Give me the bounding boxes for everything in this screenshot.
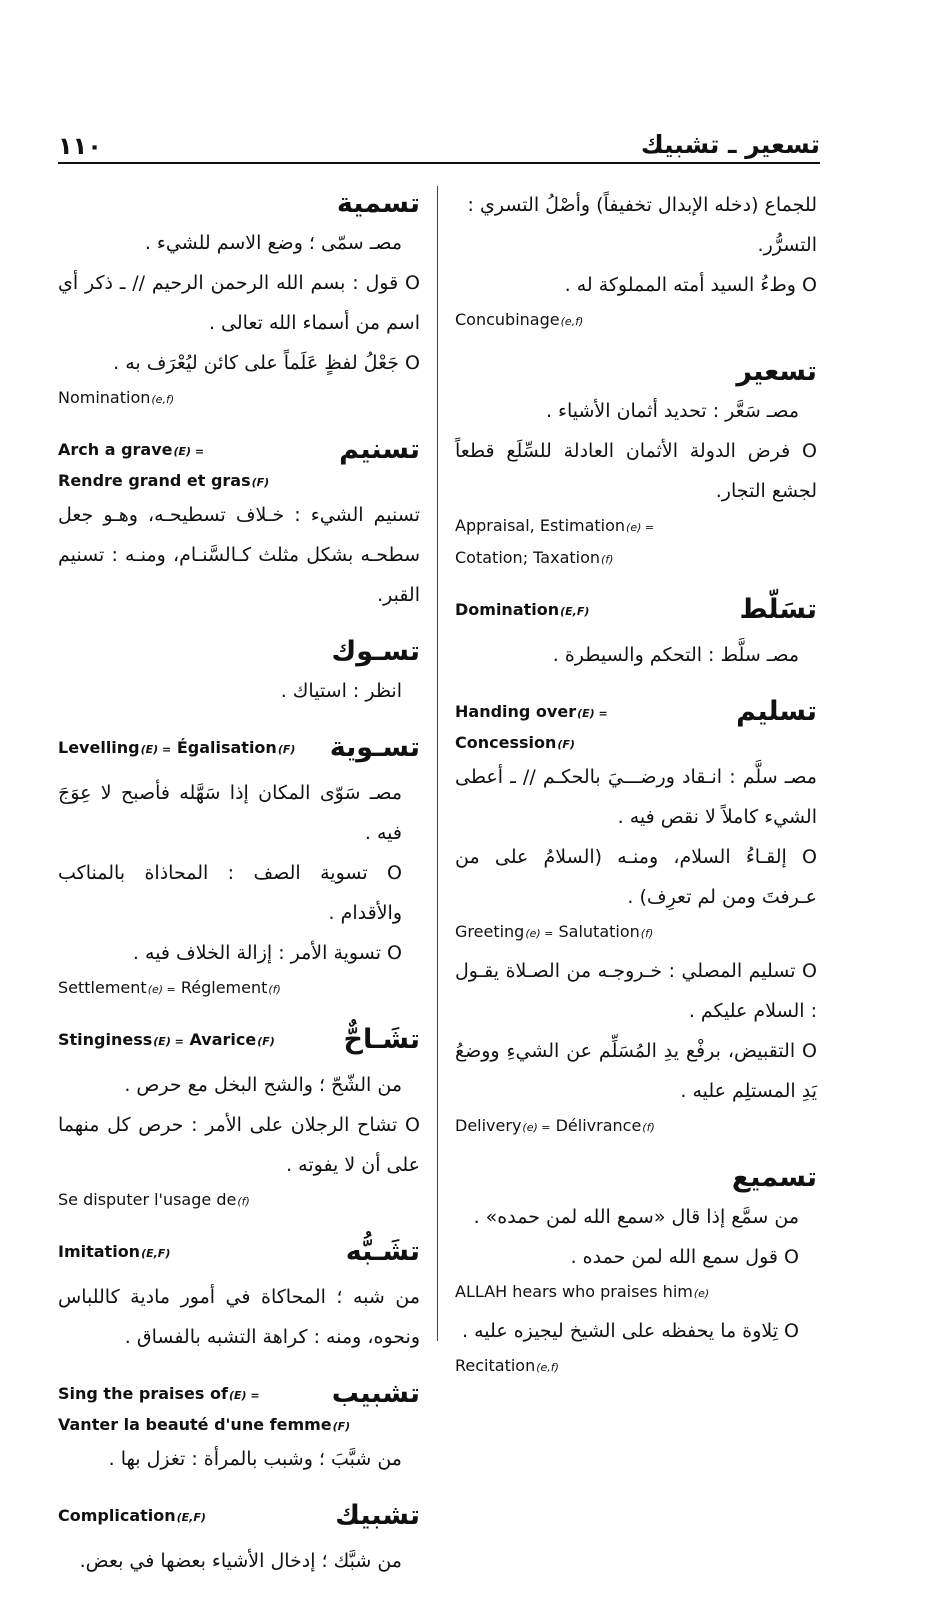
- english-gloss: Complication(E,F): [58, 1506, 206, 1525]
- definition: من شبه ؛ المحاكاة في أمور مادية كاللباس ونحوه، ومنه : كراهة التشبه بالفساق .: [58, 1286, 420, 1348]
- entry-tasnim: [58, 431, 420, 615]
- headword: تسـوية: [329, 732, 420, 763]
- english-gloss: Imitation(E,F): [58, 1242, 171, 1261]
- definition: من الشّحّ ؛ والشح البخل مع حرص .: [124, 1074, 402, 1096]
- english-gloss: Arch a grave(E) = Rendre grand et gras(F): [58, 440, 270, 490]
- page-number: ١١٠: [58, 132, 102, 160]
- carry-over-bullet: O وطءُ السيد أمته المملوكة له .: [564, 274, 817, 296]
- headword: تسليم: [736, 696, 817, 727]
- headword: تشَـاحٌّ: [343, 1024, 420, 1055]
- entry-tasmi: [455, 1159, 817, 1381]
- bullet-sense: O قول : بسم الله الرحمن الرحيم // ـ ذكر أي اسم من أسماء الله تعالى .: [58, 272, 420, 334]
- bullet-sense: O تسوية الصف : المحاذاة بالمناكب والأقدام .: [58, 862, 402, 924]
- definition: مصـ سمّى ؛ وضع الاسم للشيء .: [144, 232, 402, 254]
- english-gloss: Greeting(e) = Salutation(f): [455, 922, 654, 941]
- running-head: تسعير ـ تشبيك: [640, 130, 820, 159]
- headword: تسَلّط: [739, 594, 817, 625]
- entry-tasallut: [455, 591, 817, 675]
- english-gloss: Cotation; Taxation(f): [455, 548, 614, 567]
- definition: مصـ سَعَّر : تحديد أثمان الأشياء .: [545, 400, 799, 422]
- entry-tashabbuh: [58, 1233, 420, 1357]
- english-gloss: Delivery(e) = Délivrance(f): [455, 1116, 655, 1135]
- definition: انظر : استياك .: [280, 680, 402, 702]
- left-column: [58, 185, 420, 1599]
- headword: تشبيب: [331, 1378, 420, 1409]
- definition: مصـ سَوّى المكان إذا سَهَّله فأصبح لا عِوَجَ فيه .: [58, 782, 402, 844]
- entry-carry-over: [455, 185, 817, 335]
- headword: تسنيم: [339, 434, 420, 465]
- carry-over-line-1: للجماع (دخله الإبدال تخفيفاً) وأصْلُ التسري :: [467, 194, 817, 216]
- english-gloss: Levelling(E) = Égalisation(F): [58, 738, 296, 757]
- headword: تسمية: [336, 188, 420, 219]
- english-gloss: Se disputer l'usage de(f): [58, 1190, 250, 1209]
- bullet-sense: O تسليم المصلي : خـروجـه من الصـلاة يقـول : السلام عليكم .: [455, 960, 817, 1022]
- entry-tashahh: [58, 1021, 420, 1215]
- english-gloss: Domination(E,F): [455, 600, 590, 619]
- column-divider: [437, 186, 438, 1341]
- headword: تسـوك: [331, 636, 420, 667]
- bullet-sense: O إلقـاءُ السلام، ومنـه (السلامُ على من عـرفتَ ومن لم تعرِف) .: [455, 846, 817, 908]
- bullet-sense: O تشاح الرجلان على الأمر : حرص كل منهما على أن لا يفوته .: [58, 1114, 420, 1176]
- entry-tasir: [455, 353, 817, 573]
- english-gloss: Settlement(e) = Réglement(f): [58, 978, 281, 997]
- bullet-sense: O قول سمع الله لمن حمده .: [570, 1246, 799, 1268]
- headword: تسعير: [736, 356, 817, 387]
- entry-taswiya: [58, 729, 420, 1003]
- bullet-sense: O التقبيض، برفْع يدِ المُسَلِّم عن الشيءِ ووضعُ يَدِ المستلِم عليه .: [455, 1040, 817, 1102]
- definition: تسنيم الشيء : خـلاف تسطيحـه، وهـو جعل سطحـه بشكل مثلث كـالسَّنـام، ومنـه : تسنيم القبر.: [58, 504, 420, 606]
- bullet-sense: O فرض الدولة الأثمان العادلة للسِّلَع قطعاً لجشع التجار.: [455, 440, 817, 502]
- english-gloss: Sing the praises of(E) = Vanter la beauté d'une femme(F): [58, 1384, 351, 1434]
- definition: من شبَّك ؛ إدخال الأشياء بعضها في بعض.: [79, 1550, 402, 1572]
- headword: تسميع: [731, 1162, 817, 1193]
- entry-tasawwuk: [58, 633, 420, 711]
- definition: من شبَّبَ ؛ وشبب بالمرأة : تغزل بها .: [108, 1448, 402, 1470]
- english-gloss: ALLAH hears who praises him(e): [455, 1282, 710, 1301]
- definition: من سمَّع إذا قال «سمع الله لمن حمده» .: [473, 1206, 799, 1228]
- english-gloss: Handing over(E) = Concession(F): [455, 702, 608, 752]
- bullet-sense: O جَعْلُ لفظٍ عَلَماً على كائن ليُعْرَف به .: [113, 352, 420, 374]
- english-gloss: Appraisal, Estimation(e) =: [455, 516, 655, 535]
- carry-over-line-2: التسرُّر.: [757, 234, 817, 256]
- right-column: [455, 185, 817, 1399]
- entry-tashbib: [58, 1375, 420, 1479]
- bullet-sense: O تسوية الأمر : إزالة الخلاف فيه .: [132, 942, 402, 964]
- entry-taslim: [455, 693, 817, 1141]
- header-rule: [58, 162, 820, 164]
- entry-tashbik: [58, 1497, 420, 1581]
- english-gloss: Recitation(e,f): [455, 1356, 559, 1375]
- headword: تشبيك: [335, 1500, 420, 1531]
- definition: مصـ سلَّط : التحكم والسيطرة .: [552, 644, 799, 666]
- bullet-sense: O تِلاوة ما يحفظه على الشيخ ليجيزه عليه .: [462, 1320, 799, 1342]
- english-gloss: Nomination(e,f): [58, 388, 175, 407]
- english-gloss: Stinginess(E) = Avarice(F): [58, 1030, 275, 1049]
- headword: تشَـبُّه: [345, 1236, 420, 1267]
- entry-tasmiya: [58, 185, 420, 413]
- page-header: [58, 124, 820, 164]
- english-gloss: Concubinage(e,f): [455, 310, 584, 329]
- definition: مصـ سلَّم : انـقاد ورضـــيَ بالحكـم // ـ أعطى الشيء كاملاً لا نقص فيه .: [455, 766, 817, 828]
